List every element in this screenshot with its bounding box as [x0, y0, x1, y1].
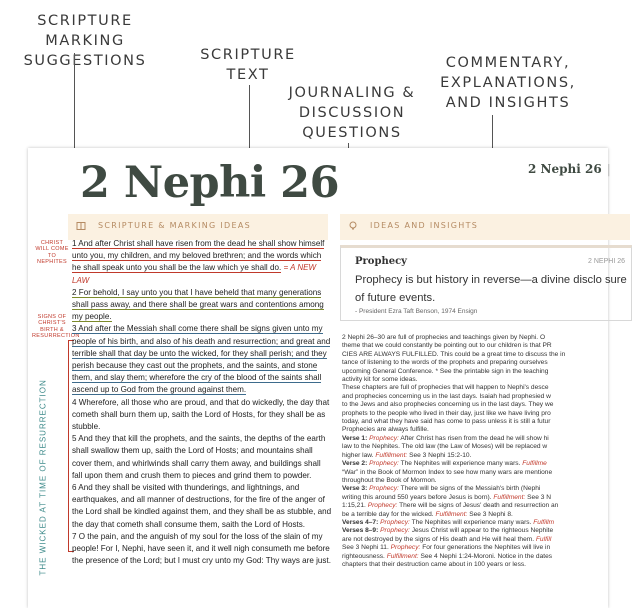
commentary-line: throughout the Book of Mormon. [342, 476, 437, 484]
running-head [528, 162, 611, 176]
verse-2 [72, 287, 332, 324]
verse-1 [72, 238, 332, 287]
fulfillment-label: Fulfillment: [493, 493, 526, 501]
prophecy-text: The Nephites will experience many wars. [411, 518, 532, 526]
verse-7: 7 O the pain, and the anguish of my soul for the loss of the slain of my people! For I, Nephi, have seen it, and it well nigh consumeth me before the presence of the Lord; but I must cry unto my God: Thy ways are just. [72, 531, 331, 566]
verse-4: 4 Wherefore, all those who are proud, and that do wickedly, the day that cometh shall burn them up, saith the Lord of Hosts, for they shall be as stubble. [72, 397, 330, 432]
quote-title: Prophecy [355, 256, 407, 267]
commentary-line: 2 Nephi 26–30 are full of prophecies and teachings given by Nephi. O [342, 334, 546, 341]
commentary-line: activity kit for some ideas. [342, 376, 418, 384]
verse-6: 6 And they shall be visited with thunderings, and lightnings, and earthquakes, and all manner of destructions, for the fire of the anger of the Lord shall be kindled against them, and they shall be as stubble, and the day that cometh shall consume them, saith the Lord of Hosts. [72, 483, 332, 529]
commentary-line [342, 544, 632, 552]
prophecy-text: Jesus Christ will appear to the righteous Nephite [411, 527, 554, 535]
fulfillment-label: Fulfillment: [386, 552, 419, 560]
lightbulb-icon [348, 221, 358, 231]
commentary-verse-4 [342, 519, 632, 527]
fulfillment-label: Fulfill [535, 535, 552, 543]
verse-label: Verse 3: [342, 485, 368, 493]
prophecy-text: higher law. [342, 451, 374, 459]
prophecy-label: Prophecy: [369, 485, 399, 493]
ideas-insights-header-label: IDEAS AND INSIGHTS [370, 221, 479, 230]
prophecy-label: Prophecy: [380, 527, 410, 535]
fulfillment-text: See 4 Nephi 1:24-Moroni. Notice in the dates [420, 552, 553, 560]
book-icon [76, 221, 86, 231]
verse-label: Verses 8–9: [342, 527, 379, 535]
prophecy-text: are not destroyed by the signs of His death and He will heal them. [342, 535, 535, 543]
commentary-line: “War” in the Book of Mormon Index to see how many wars are mentione [342, 468, 553, 476]
commentary-line [342, 553, 632, 561]
prophecy-text: There will be signs of the Messiah's birth (Nephi [400, 485, 541, 493]
commentary-line: chapters that their destruction came about in 100 years or less. [342, 560, 526, 568]
fulfillment-text: See 3 N [527, 493, 551, 501]
verse-3-text: 3 And after the Messiah shall come there shall be signs given unto my people of his birth, and also of his death and resurrection; and great and terrible shall that day be unto the wicked, for they shall perish; and they perish because they cast out the prophets, and the saints, and stone them, and slay them; wherefore the cry of the blood of the saints shall ascend up to God from the ground against them. [72, 324, 331, 395]
prophecy-label: Prophecy: [369, 460, 399, 468]
verse-label: Verses 4–7: [342, 518, 379, 526]
verse-3 [72, 323, 332, 396]
commentary-line: upcoming General Conference. * See the printable sign in the teaching [342, 367, 549, 375]
commentary-line [342, 536, 632, 544]
scripture-marking-header [68, 214, 328, 240]
commentary-line [342, 502, 632, 510]
commentary-verse-3 [342, 485, 632, 493]
fulfillment-text: 1:15,21. [342, 502, 366, 510]
commentary-line [342, 494, 632, 502]
verse-5: 5 And they that kill the prophets, and the saints, the depths of the earth shall swallow them up, saith the Lord of Hosts; and mountains shall cover them, and whirlwinds shall carry them away, and buildings shall fall upon them and crush them to pieces and grind them to powder. [72, 434, 326, 480]
quote-page-label: 2 NEPHI 26 [588, 258, 625, 265]
callout-commentary: COMMENTARY, EXPLANATIONS, AND INSIGHTS [440, 55, 576, 111]
commentary-line: Prophecies are always fulfille. [342, 426, 429, 434]
commentary-verse-1 [342, 435, 632, 443]
fulfillment-label: Fulfillm [533, 518, 555, 526]
prophecy-text: After Christ has risen from the dead he will show hi [400, 434, 549, 442]
commentary-text [342, 334, 632, 569]
commentary-line: These chapters are full of prophecies that will happen to Nephi's desce [342, 384, 549, 392]
callout-journaling-questions: JOURNALING & DISCUSSION QUESTIONS [288, 85, 416, 141]
commentary-line: tance of listening to the words of the prophets and preparing ourselves [342, 359, 548, 367]
prophecy-text: The Nephites will experience many wars. [400, 460, 521, 468]
commentary-line: to the Jews and also prophecies concerning us in the last days. They we [342, 401, 554, 409]
commentary-verse-5 [342, 527, 632, 535]
margin-note-wicked: THE WICKED AT TIME OF RESURRECTION [38, 379, 48, 576]
prophecy-text: writing this around 550 years before Jesus is born). [342, 493, 492, 501]
scripture-marking-header-label: SCRIPTURE & MARKING IDEAS [98, 221, 251, 230]
prophecy-text: For four generations the Nephites will live in [422, 544, 551, 552]
margin-note-signs: SIGNS OF CHRIST'S BIRTH & RESURRECTION [32, 314, 80, 339]
page-title: 2 Nephi 26 [80, 158, 340, 208]
fulfillment-label: Fulfillme [522, 460, 547, 468]
prophecy-label: Prophecy: [369, 434, 399, 442]
prophecy-label: Prophecy: [390, 544, 421, 552]
verse-2-text: 2 For behold, I say unto you that I have beheld that many generations shall pass away, and there shall be great wars and contentions among my people. [72, 287, 324, 322]
fulfillment-text: See 3 Nephi 11. [342, 544, 389, 552]
commentary-line: law to the Nephites. The old law (the Law of Moses) will be replaced w [342, 443, 548, 451]
quote-attribution: - President Ezra Taft Benson, 1974 Ensign [355, 308, 478, 315]
prophecy-text: be a terrible day for the wicked. [342, 510, 434, 518]
new-law-note: = A NEW LAW [72, 263, 316, 285]
commentary-verse-2 [342, 460, 632, 468]
prophecy-text: There will be signs of Jesus' death and resurrection an [399, 502, 559, 510]
fulfillment-label: Fulfillment: [375, 451, 408, 459]
prophecy-text: righteousness. [342, 552, 385, 560]
verse-label: Verse 1: [342, 434, 368, 442]
commentary-line: theme that we could constantly be pointing out to our children is that PR [342, 342, 552, 350]
prophecy-quote-box [340, 245, 632, 321]
prophecy-label: Prophecy: [367, 502, 398, 510]
margin-note-christ: CHRIST WILL COME TO NEPHITES [35, 240, 69, 265]
quote-text: Prophecy is but history in reverse—a divine disclo sure of future events. [355, 274, 627, 304]
journal-page [28, 148, 627, 608]
fulfillment-label: Fulfillment: [435, 510, 468, 518]
commentary-line: prophets to the people who lived in their day, just like we have living pro [342, 409, 551, 417]
commentary-line: today, and what they have said has come to pass unless it is still a futur [342, 418, 551, 426]
running-head-text: 2 Nephi 26 [528, 162, 602, 176]
running-head-divider: | [606, 162, 611, 176]
commentary-line: and prophecies concerning us in the last days. Isaiah had prophesied w [342, 392, 551, 400]
commentary-line [342, 452, 632, 460]
callout-scripture-text: SCRIPTURE TEXT [200, 47, 296, 83]
callout-marking-suggestions: SCRIPTURE MARKING SUGGESTIONS [23, 13, 147, 69]
prophecy-label: Prophecy: [380, 518, 410, 526]
verse-label: Verse 2: [342, 460, 368, 468]
commentary-line [342, 511, 632, 519]
commentary-line: CIES ARE ALWAYS FULFILLED. This could be a great time to discuss the in [342, 350, 566, 358]
scripture-text [72, 238, 332, 567]
fulfillment-text: See 3 Nephi 8. [469, 510, 513, 518]
fulfillment-text: See 3 Nephi 15:2-10. [409, 451, 472, 459]
verse-1-text: 1 And after Christ shall have risen from the dead he shall show himself unto you, my children, and my beloved brethren; and the words which he shall speak unto you shall be the law which ye shall do. [72, 239, 325, 273]
ideas-insights-header [340, 214, 630, 240]
